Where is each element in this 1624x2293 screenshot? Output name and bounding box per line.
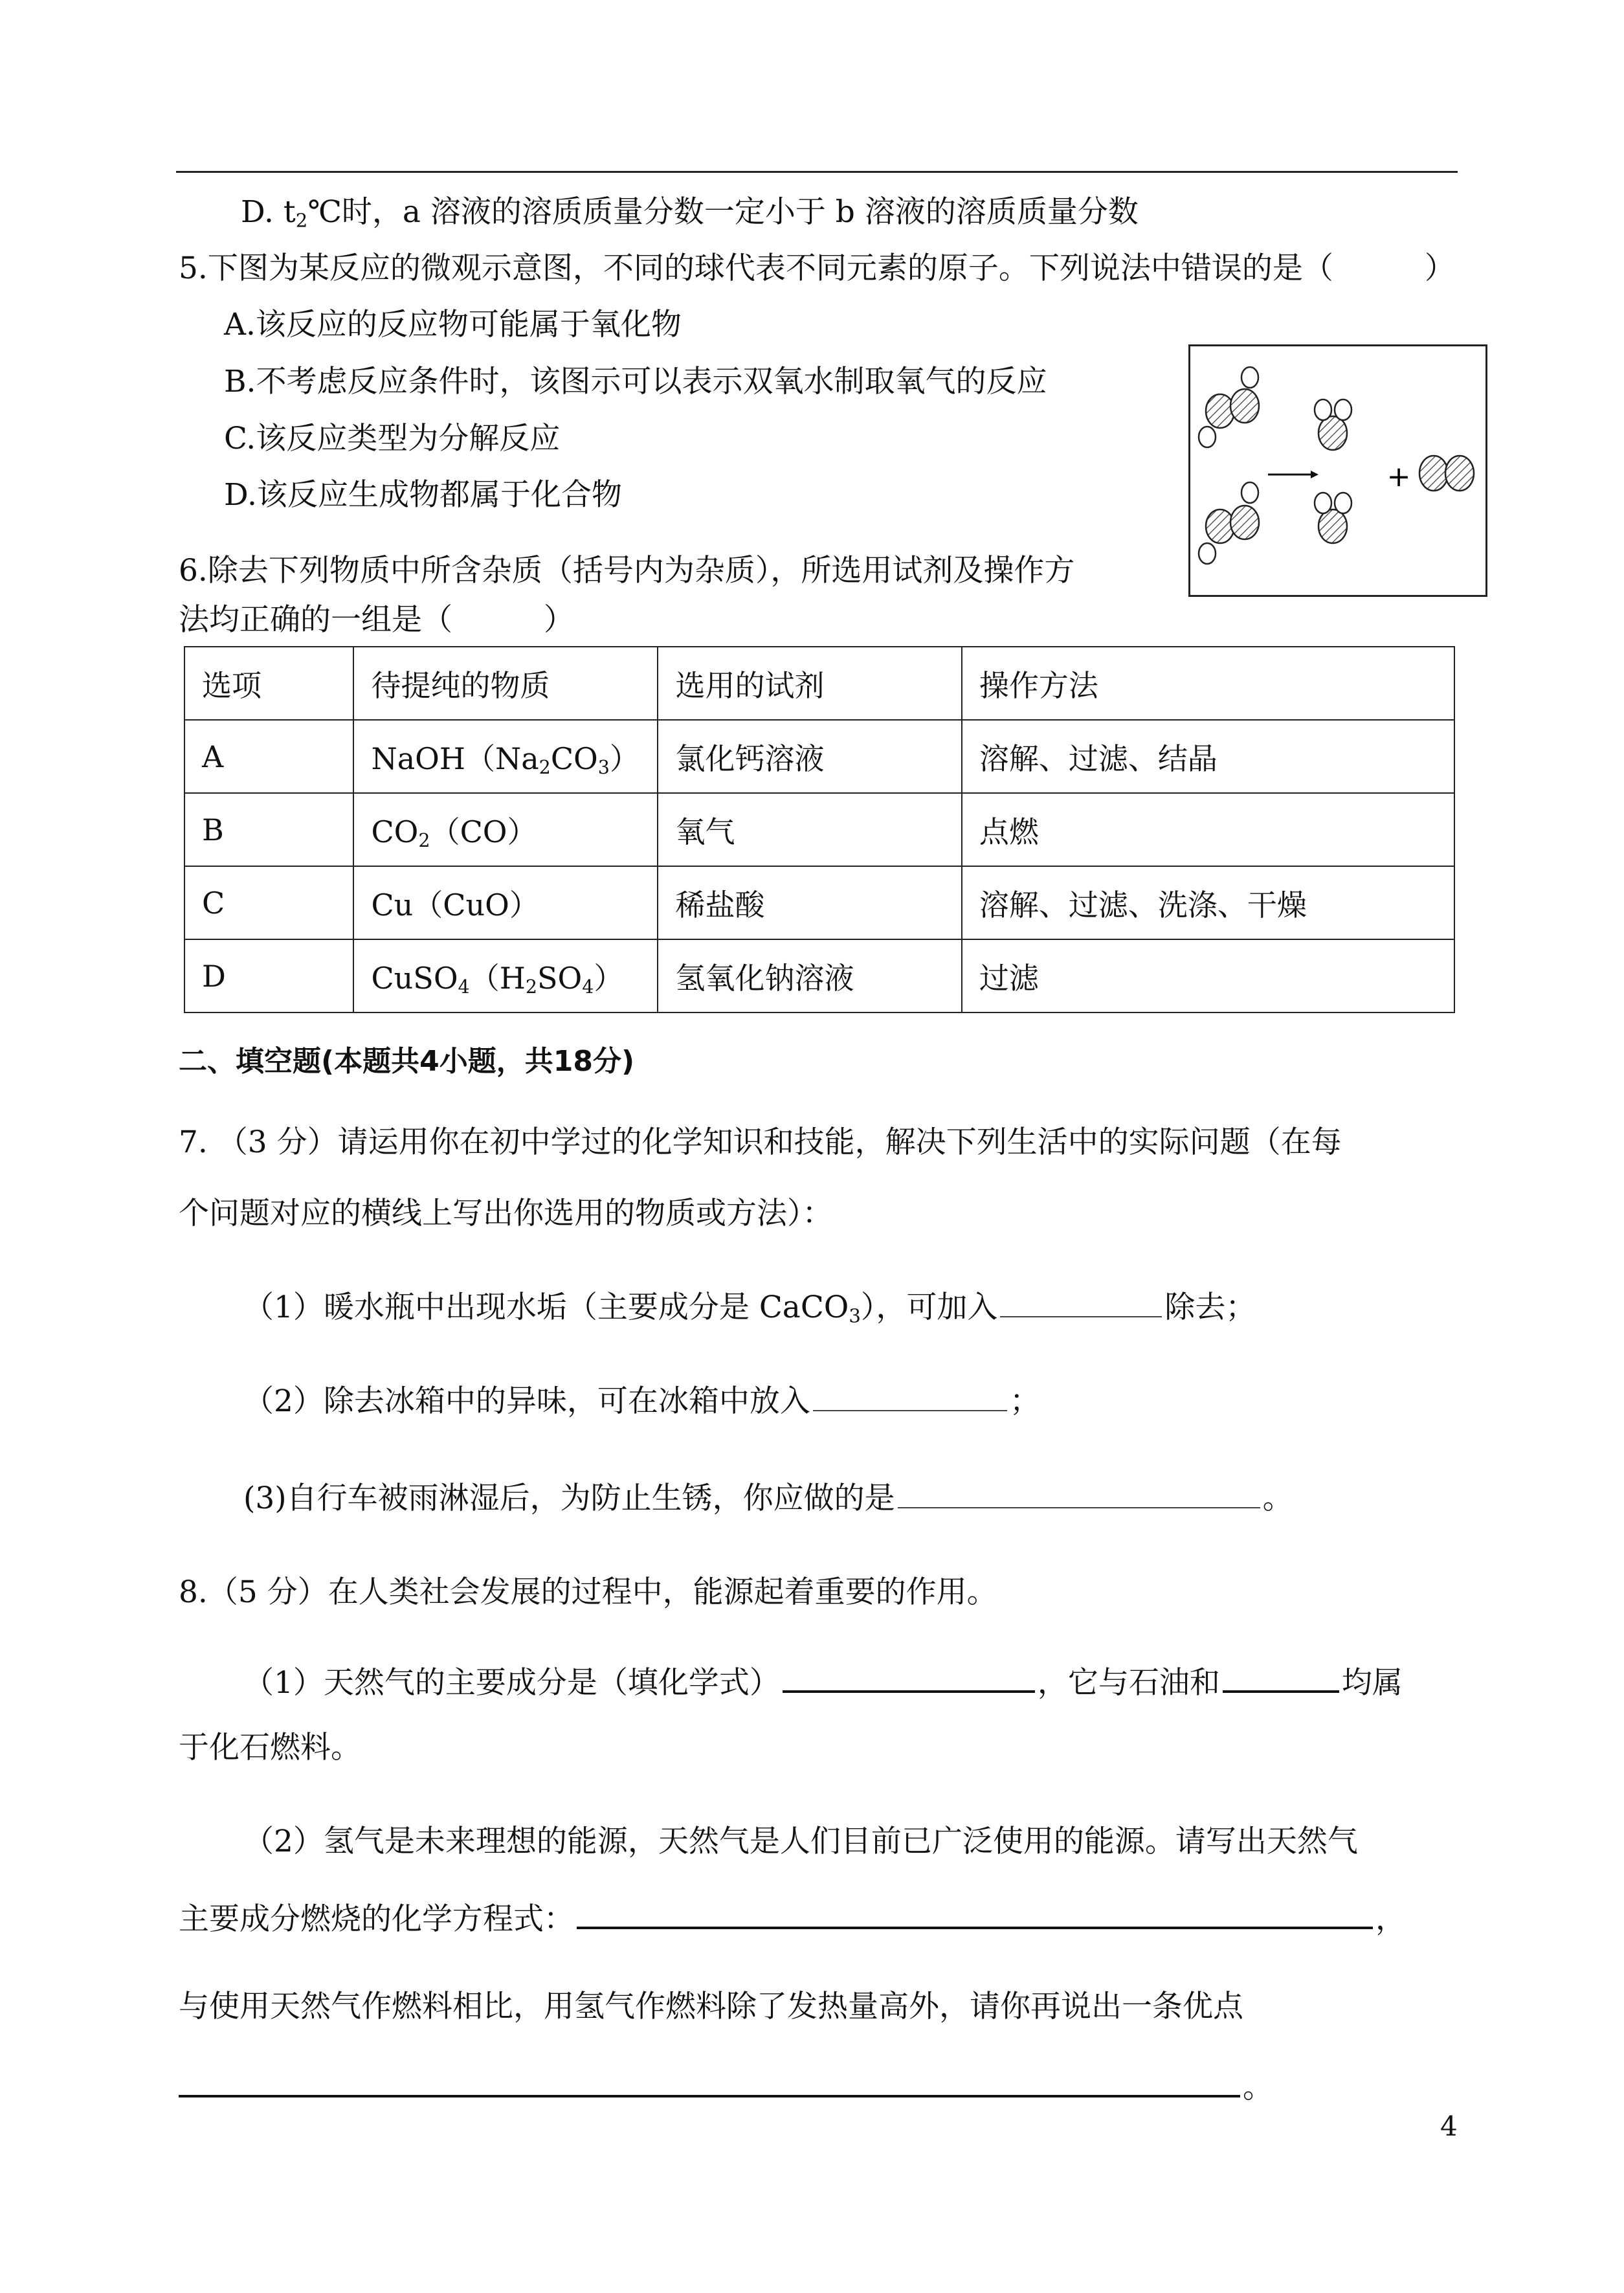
row-reagent: 氢氧化钠溶液	[658, 939, 961, 1012]
q5-option-b: B.不考虑反应条件时，该图示可以表示双氧水制取氧气的反应	[224, 364, 1047, 399]
row-reagent: 氯化钙溶液	[658, 720, 961, 793]
row-substance: Cu（CuO）	[353, 866, 658, 939]
section-heading: 二、填空题(本题共4小题，共18分)	[179, 1045, 635, 1078]
q7-part1: （1）暖水瓶中出现水垢（主要成分是 CaCO$_3$），可加入 除去；	[243, 1290, 1256, 1327]
reactant-molecule-bottom	[1199, 482, 1259, 564]
reaction-arrow-icon	[1268, 471, 1318, 478]
row-option: A	[184, 720, 353, 793]
answer-blank[interactable]	[1223, 1664, 1339, 1693]
plus-sign: +	[1386, 460, 1411, 493]
table-row	[184, 866, 1454, 939]
row-method: 过滤	[962, 939, 1454, 1012]
answer-blank[interactable]	[179, 2069, 1240, 2097]
q8-part2-line4: 。	[179, 2068, 1273, 2107]
header-rule	[176, 171, 1458, 173]
q8-part1-line1: （1）天然气的主要成分是（填化学式） ，它与石油和 均属	[243, 1665, 1403, 1701]
header-substance: 待提纯的物质	[353, 647, 658, 720]
table-row	[184, 720, 1454, 793]
q7-part2: （2）除去冰箱中的异味，可在冰箱中放入 ；	[243, 1383, 1040, 1419]
q5-option-a: A.该反应的反应物可能属于氧化物	[224, 307, 682, 342]
row-method: 点燃	[962, 793, 1454, 866]
q5-stem: 5.下图为某反应的微观示意图，不同的球代表不同元素的原子。下列说法中错误的是（ ）	[179, 251, 1455, 286]
row-method: 溶解、过滤、洗涤、干燥	[962, 866, 1454, 939]
q7-stem-line2: 个问题对应的横线上写出你选用的物质或方法）：	[179, 1196, 833, 1231]
q5-option-c: C.该反应类型为分解反应	[224, 421, 561, 456]
table-row	[184, 793, 1454, 866]
row-option: B	[184, 793, 353, 866]
answer-blank[interactable]	[783, 1664, 1035, 1693]
table-row	[184, 939, 1454, 1012]
row-method: 溶解、过滤、结晶	[962, 720, 1454, 793]
row-substance: $CO_2(CO)$	[353, 793, 658, 866]
answer-blank[interactable]	[1000, 1290, 1162, 1317]
row-substance: $NaOH(Na_2CO_3)$	[353, 720, 658, 793]
table-header-row	[184, 647, 1454, 720]
row-substance: $CuSO_4(H_2SO_4)$	[353, 939, 658, 1012]
header-reagent: 选用的试剂	[658, 647, 961, 720]
q6-stem-line1: 6.除去下列物质中所含杂质（括号内为杂质），所选用试剂及操作方	[179, 553, 1075, 588]
row-option: C	[184, 866, 353, 939]
q4-option-d: D. $t_2℃$时，a 溶液的溶质质量分数一定小于 b 溶液的溶质质量分数	[241, 194, 1139, 232]
q8-part2-line3: 与使用天然气作燃料相比，用氢气作燃料除了发热量高外，请你再说出一条优点	[179, 1989, 1243, 2024]
q6-stem-line2: 法均正确的一组是（ ）	[179, 602, 574, 638]
answer-blank[interactable]	[813, 1384, 1007, 1411]
row-reagent: 氧气	[658, 793, 961, 866]
q5-option-d: D.该反应生成物都属于化合物	[224, 477, 622, 513]
row-option: D	[184, 939, 353, 1012]
answer-blank[interactable]	[577, 1901, 1373, 1929]
reactant-molecule-top	[1199, 367, 1259, 447]
header-method: 操作方法	[962, 647, 1454, 720]
q8-part1-line2: 于化石燃料。	[179, 1730, 361, 1765]
molecule-diagram-svg	[1190, 346, 1485, 595]
page-number: 4	[1440, 2110, 1458, 2142]
q8-stem: 8.（5 分）在人类社会发展的过程中，能源起着重要的作用。	[179, 1574, 997, 1610]
answer-blank[interactable]	[898, 1481, 1260, 1508]
row-reagent: 稀盐酸	[658, 866, 961, 939]
q8-part2-line1: （2）氢气是未来理想的能源，天然气是人们目前已广泛使用的能源。请写出天然气	[243, 1824, 1358, 1859]
q7-part3: (3)自行车被雨淋湿后，为防止生锈，你应做的是 。	[243, 1481, 1293, 1516]
reaction-diagram	[1188, 344, 1487, 597]
q8-part2-line2: 主要成分燃烧的化学方程式： ，	[179, 1901, 1406, 1937]
header-option: 选项	[184, 647, 353, 720]
q6-options-table	[184, 646, 1455, 1013]
q7-stem-line1: 7. （3 分）请运用你在初中学过的化学知识和技能，解决下列生活中的实际问题（在每	[179, 1124, 1342, 1160]
product-diatomic-molecule	[1419, 456, 1474, 491]
product-molecule-bottom	[1315, 493, 1351, 543]
product-molecule-top	[1315, 399, 1351, 450]
